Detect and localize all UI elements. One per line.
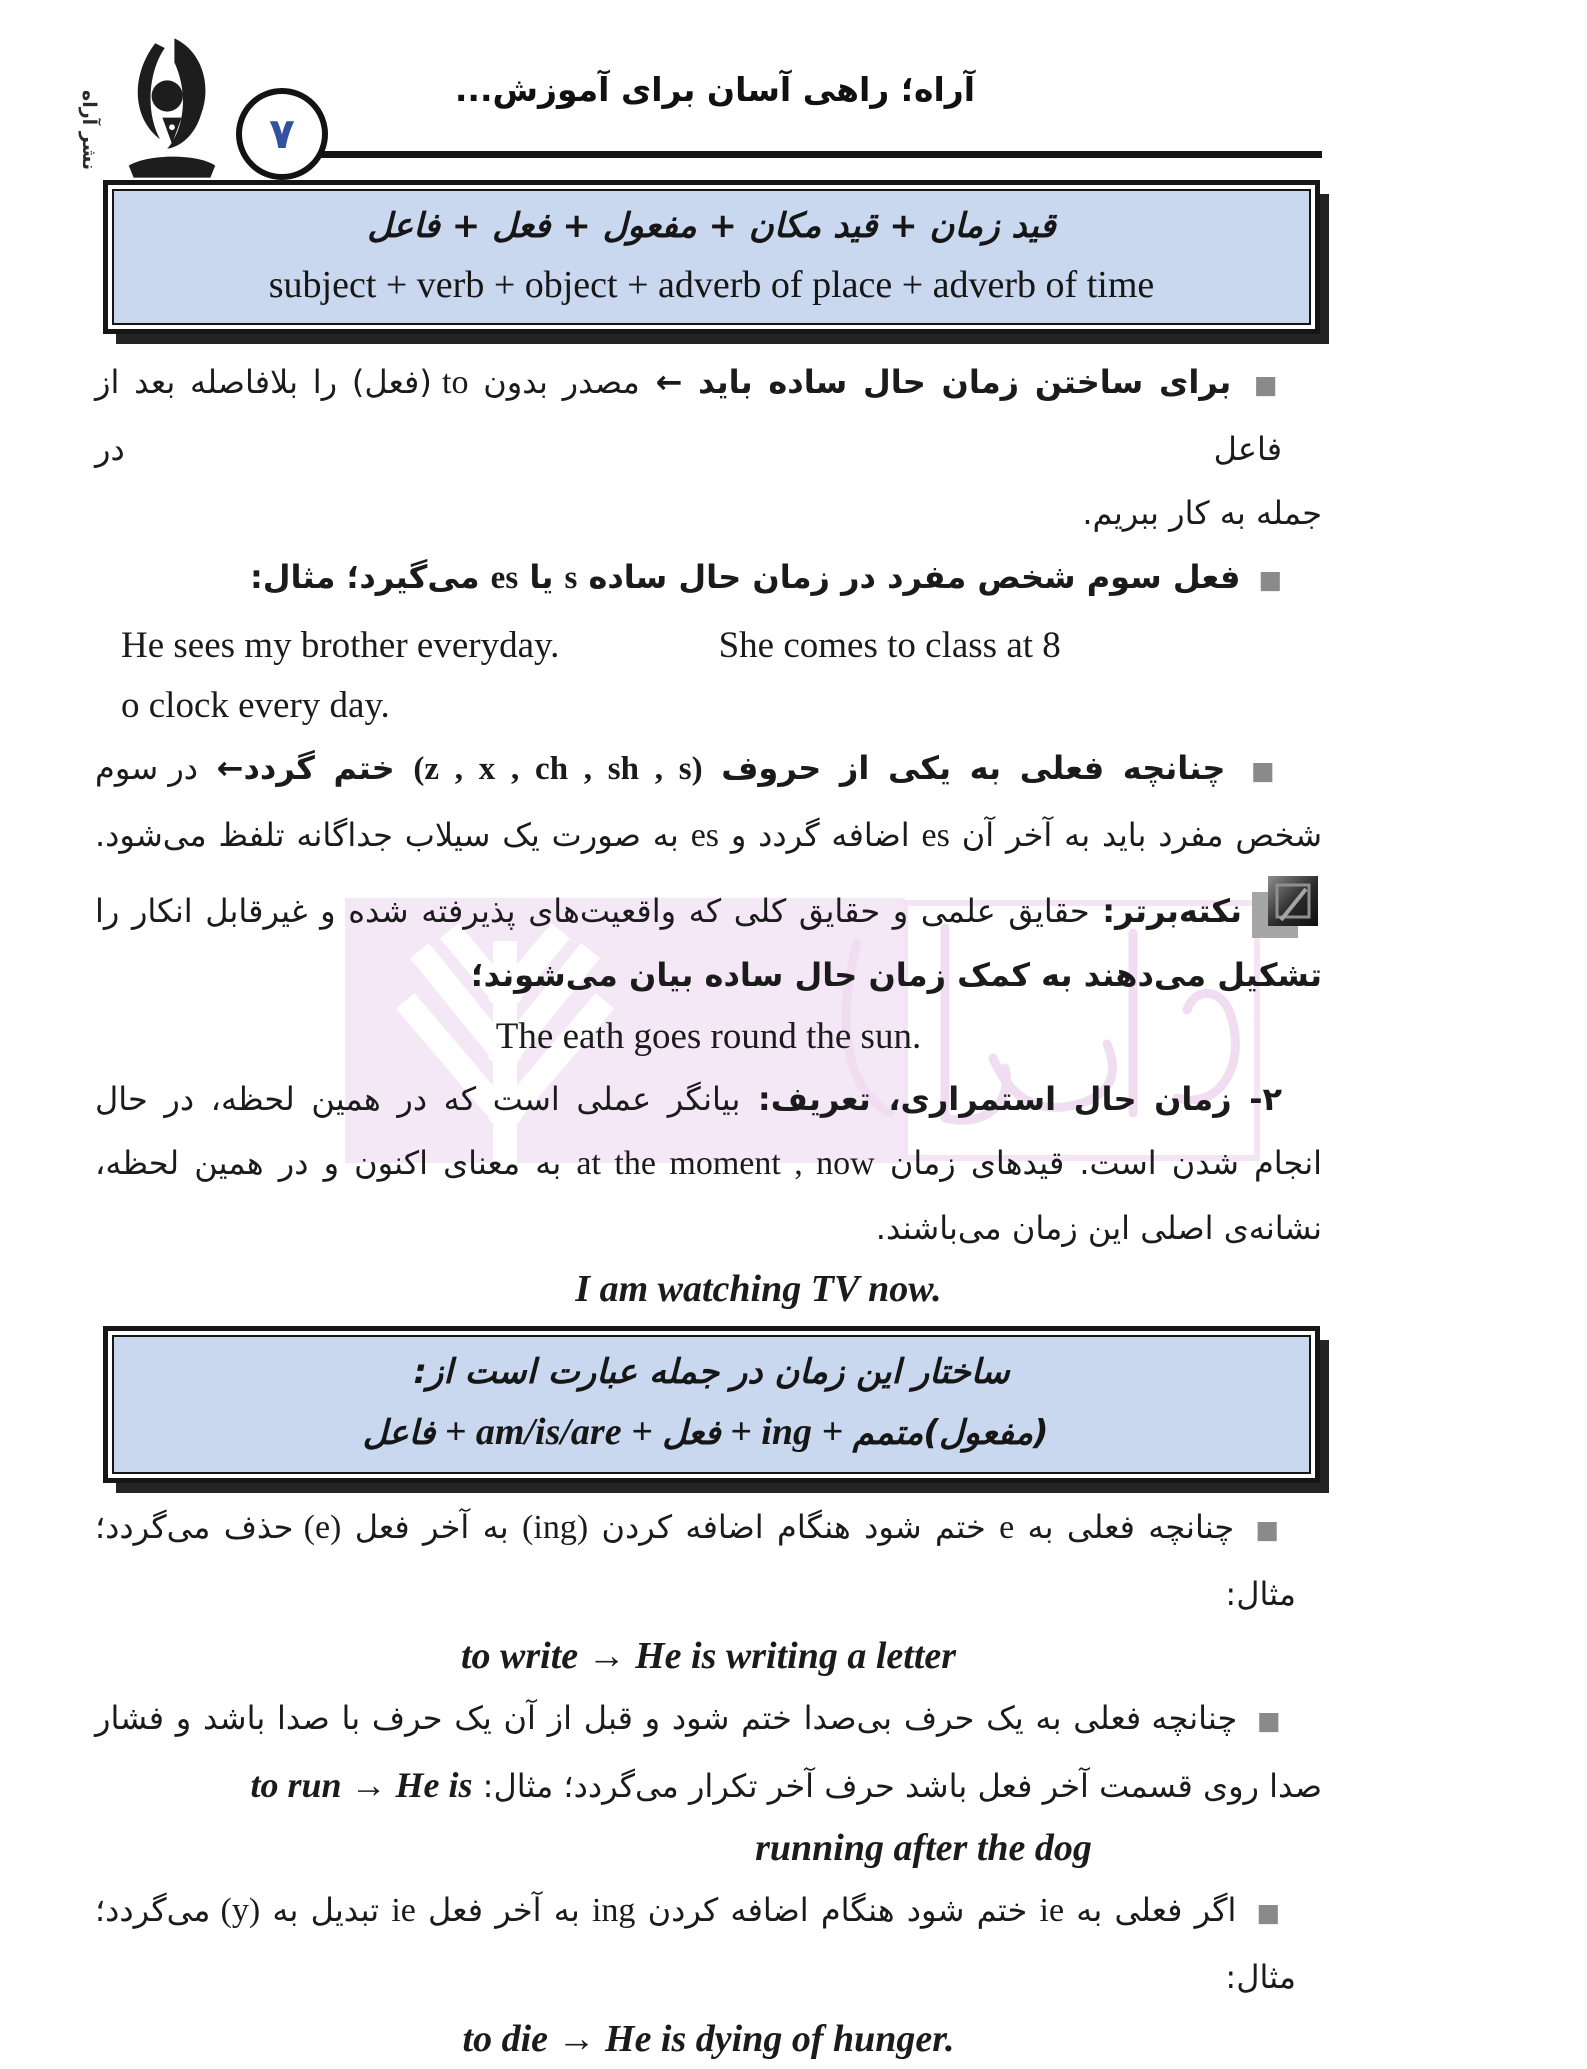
bullet-ie-to-y-example-label: مثال: xyxy=(1225,1958,1296,1996)
bullet-third-person-s: ■ فعل سوم شخص مفرد در زمان حال ساده s یا es می‌گیرد؛ مثال: xyxy=(249,558,1282,596)
formula-box-simple-present xyxy=(103,180,1320,334)
bullet-simple-present-rule-cont: جمله به کار ببریم. xyxy=(1082,494,1322,532)
example-to-die: to die → He is dying of hunger. xyxy=(462,2018,955,2060)
formula-box-present-continuous xyxy=(103,1326,1320,1483)
bullet-e-drop: ■ چنانچه فعلی به e ختم شود هنگام اضافه کردن (ing) به آخر فعل (e) حذف می‌گردد؛ xyxy=(95,1508,1283,1546)
bullet-consonant-doubling-cont: صدا روی قسمت آخر فعل باشد حرف آخر تکرار می‌گردد؛ مثال: to run → He is xyxy=(250,1765,1322,1805)
page-number: ۷ xyxy=(269,109,295,158)
example-he-sees: He sees my brother everyday. xyxy=(121,625,560,666)
section-present-continuous-l2: انجام شدن است. قیدهای زمان at the moment , now به معنای اکنون و در همین لحظه، xyxy=(95,1144,1323,1182)
example-she-comes: She comes to class at 8 xyxy=(718,625,1061,666)
publisher-name-vertical: نشر آراه xyxy=(78,90,100,171)
bullet-e-drop-example-label: مثال: xyxy=(1225,1575,1296,1613)
header-title: آراه؛ راهی آسان برای آموزش... xyxy=(454,70,976,109)
note-line xyxy=(95,874,1322,943)
section-present-continuous-l3: نشانه‌ی اصلی این زمان می‌باشند. xyxy=(875,1209,1322,1247)
example-running: running after the dog xyxy=(755,1827,1092,1869)
example-oclock: o clock every day. xyxy=(121,685,390,726)
formula2-structure: فاعل + am/is/are + فعل + ing + متمم (مفعول) xyxy=(362,1411,1061,1453)
bullet-es-ending: ■ چنانچه فعلی به یکی از حروف (z , x , ch , sh , s) ختم گردد← در سوم xyxy=(95,749,1283,787)
example-earth: The eath goes round the sun. xyxy=(495,1016,922,1057)
note-text: نکته‌برتر: حقایق علمی و حقایق کلی که واقعیت‌های پذیرفته شده و غیرقابل انکار را xyxy=(95,892,1242,930)
page-number-badge xyxy=(236,88,328,180)
formula-en: subject + verb + object + adverb of place + adverb of time xyxy=(268,264,1155,306)
bullet-consonant-doubling: ■ چنانچه فعلی به یک حرف بی‌صدا ختم شود و قبل از آن یک حرف با صدا باشد و فشار xyxy=(95,1699,1282,1737)
example-watching-tv: I am watching TV now. xyxy=(575,1268,942,1310)
example-simple-present xyxy=(95,616,1322,676)
header-rule xyxy=(300,151,1322,158)
bullet-ie-to-y: ■ اگر فعلی به ie ختم شود هنگام اضافه کردن ing به آخر فعل ie تبدیل به (y) می‌گردد؛ xyxy=(95,1891,1283,1929)
note-icon xyxy=(1250,874,1322,940)
page-content xyxy=(95,166,1322,2069)
note-line-cont: تشکیل می‌دهند به کمک زمان حال ساده بیان می‌شوند؛ xyxy=(470,956,1322,994)
formula-fa: قید زمان + قید مکان + مفعول + فعل + فاعل xyxy=(367,206,1056,246)
example-to-write: to write → He is writing a letter xyxy=(460,1635,957,1677)
section-present-continuous: ۲- زمان حال استمراری، تعریف: بیانگر عملی است که در همین لحظه، در حال xyxy=(95,1080,1283,1118)
bullet-simple-present-rule: ■ برای ساختن زمان حال ساده باید ← مصدر بدون to (فعل) را بلافاصله بعد از فاعل در xyxy=(95,363,1283,468)
bullet-es-ending-cont: شخص مفرد باید به آخر آن es اضافه گردد و es به صورت یک سیلاب جداگانه تلفظ می‌شود. xyxy=(95,816,1323,854)
formula2-fa: ساختار این زمان در جمله عبارت است از: xyxy=(413,1352,1010,1392)
